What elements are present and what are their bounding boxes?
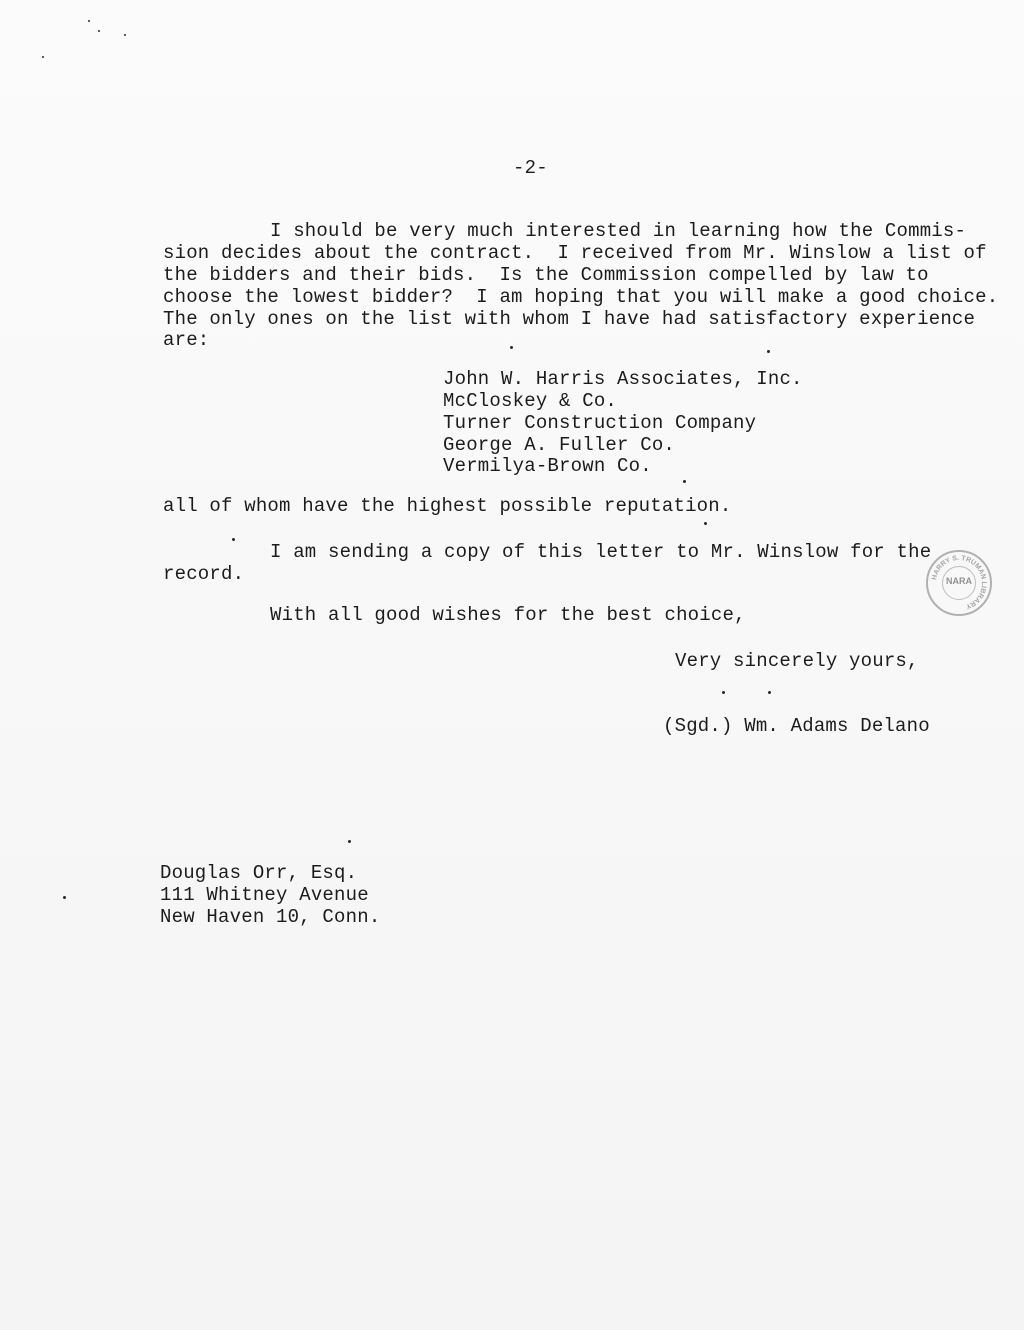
paragraph-line: sion decides about the contract. I received from Mr. Winslow a list of	[163, 242, 987, 264]
address-line: New Haven 10, Conn.	[160, 906, 381, 928]
ink-speck	[722, 691, 725, 694]
ink-speck	[704, 522, 707, 525]
ink-speck	[767, 350, 770, 353]
contractor-item: McCloskey & Co.	[443, 390, 618, 412]
ink-speck	[683, 480, 686, 483]
ink-speck	[510, 346, 513, 349]
contractor-item: Turner Construction Company	[443, 412, 757, 434]
paragraph-line: choose the lowest bidder? I am hoping that you will make a good choice.	[163, 286, 999, 308]
paragraph-line: record.	[163, 563, 245, 585]
contractor-item: Vermilya-Brown Co.	[443, 455, 652, 477]
complimentary-closing: Very sincerely yours,	[675, 650, 919, 672]
ink-speck	[232, 538, 235, 541]
ink-speck	[42, 56, 44, 58]
ink-speck	[63, 896, 66, 899]
ink-speck	[88, 20, 90, 22]
library-stamp	[926, 550, 992, 616]
paragraph-line: I should be very much interested in learning how the Commis-	[270, 220, 967, 242]
ink-speck	[124, 34, 126, 36]
contractor-item: John W. Harris Associates, Inc.	[443, 368, 803, 390]
good-wishes-line: With all good wishes for the best choice,	[270, 604, 746, 626]
ink-speck	[768, 691, 771, 694]
paragraph-line: The only ones on the list with whom I have had satisfactory experience	[163, 308, 976, 330]
paragraph-line: the bidders and their bids. Is the Commission compelled by law to	[163, 264, 929, 286]
ink-speck	[348, 840, 351, 843]
paragraph-line: are:	[163, 329, 210, 351]
address-line: 111 Whitney Avenue	[160, 884, 369, 906]
address-line: Douglas Orr, Esq.	[160, 862, 358, 884]
contractor-item: George A. Fuller Co.	[443, 434, 676, 456]
stamp-ring-text: HARRY S. TRUMAN LIBRARY	[931, 554, 988, 610]
ink-speck	[98, 30, 100, 32]
reputation-line: all of whom have the highest possible reputation.	[163, 495, 732, 517]
paragraph-line: I am sending a copy of this letter to Mr. Winslow for the	[270, 541, 932, 563]
stamp-center-label: NARA	[946, 576, 972, 586]
signature-line: (Sgd.) Wm. Adams Delano	[663, 715, 930, 737]
page-number: -2-	[513, 157, 548, 179]
